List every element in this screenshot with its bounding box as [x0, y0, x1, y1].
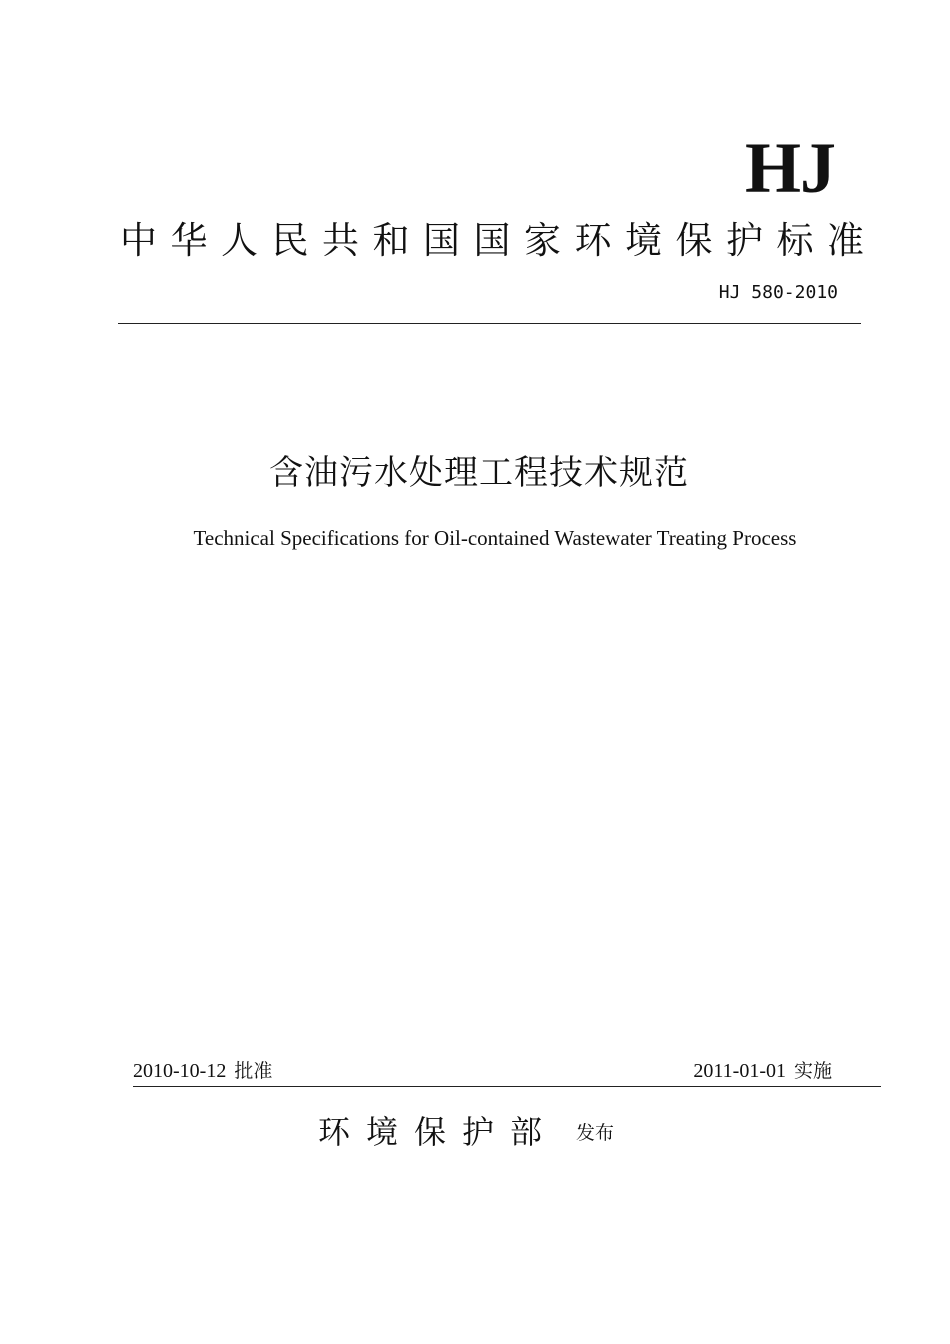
publisher-name: 环境保护部 [318, 1113, 559, 1151]
implementation-info [693, 1058, 832, 1085]
hj-logo: HJ [744, 128, 835, 208]
standard-number: HJ 580-2010 [718, 282, 838, 303]
footer-divider [133, 1086, 881, 1087]
approval-info [133, 1058, 272, 1085]
document-title-chinese: 含油污水处理工程技术规范 [269, 453, 689, 493]
implementation-label: 实施 [793, 1060, 832, 1082]
publisher-info [318, 1110, 614, 1154]
header-divider [118, 323, 861, 324]
implementation-date: 2011-01-01 [693, 1060, 786, 1082]
approval-label: 批准 [234, 1060, 273, 1082]
publish-label: 发布 [576, 1122, 615, 1144]
document-title-english: Technical Specifications for Oil-contained Wastewater Treating Process [193, 526, 797, 550]
approval-date: 2010-10-12 [133, 1060, 227, 1082]
national-standard-title: 中华人民共和国国家环境保护标准 [120, 219, 878, 262]
